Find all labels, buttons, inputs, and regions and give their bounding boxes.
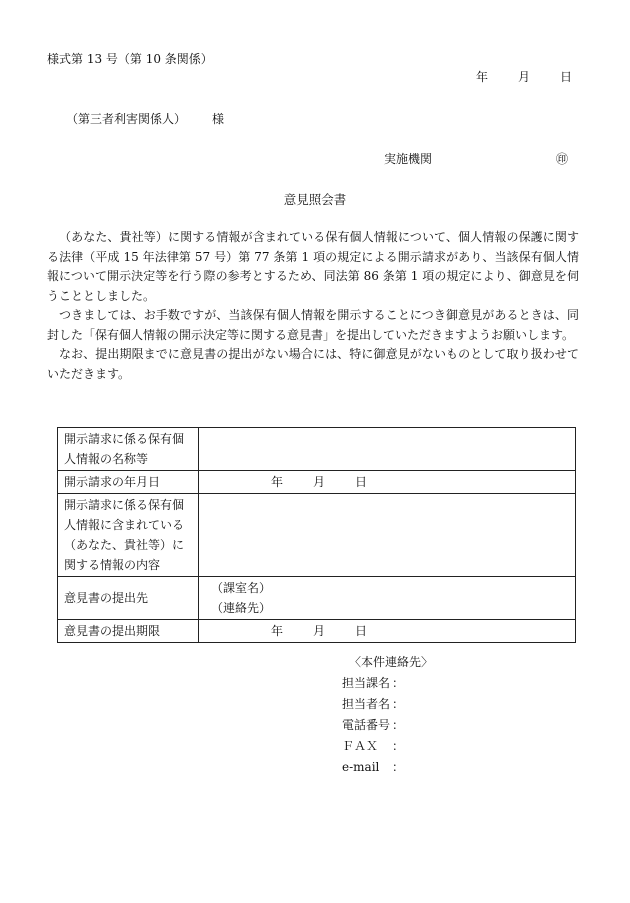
row-label: 開示請求に係る保有個人情報の名称等: [58, 428, 199, 471]
contact-heading: 〈本件連絡先〉: [349, 655, 434, 669]
info-table: [57, 427, 576, 643]
row-value: [199, 577, 576, 620]
contact-row: [342, 715, 433, 736]
table-row: [58, 620, 576, 643]
row-label: 開示請求の年月日: [58, 471, 199, 494]
paragraph: （あなた、貴社等）に関する情報が含まれている保有個人情報について、個人情報の保護に関する法律（平成 15 年法律第 57 号）第 77 条第 1 項の規定による開示請求があり、当該保有個人情報について開示決定等を行う際の参考とするため、同法第 86 条第 1 項の規定により、御意見を伺うこととしました。: [47, 230, 579, 303]
year-label: 年: [271, 624, 284, 638]
contact-row: [342, 673, 433, 694]
contact-row: [342, 757, 433, 778]
document-title: 意見照会書: [283, 192, 347, 207]
month-label: 月: [313, 475, 326, 489]
document-date: [476, 68, 572, 85]
contact-label: 担当者名: [342, 697, 391, 711]
date-year: 年: [476, 70, 489, 84]
contact-block: [342, 652, 433, 778]
row-value: [199, 471, 576, 494]
row-value: [199, 620, 576, 643]
form-number: 様式第 13 号（第 10 条関係）: [47, 52, 213, 66]
honorific: 様: [212, 112, 225, 126]
row-label: 意見書の提出期限: [58, 620, 199, 643]
contact-row: [342, 694, 433, 715]
contact-sep: ：: [392, 760, 405, 774]
contact-label: 担当課名: [342, 676, 391, 690]
date-month: 月: [518, 70, 531, 84]
seal-mark: ㊞: [556, 152, 569, 166]
row-value: [199, 494, 576, 577]
contact-sep: ：: [392, 676, 405, 690]
section-name: （課室名）: [211, 581, 272, 595]
addressee: [66, 110, 224, 127]
addressee-name: （第三者利害関係人）: [66, 112, 187, 126]
body-text: [47, 228, 579, 384]
contact-row: [342, 736, 433, 757]
contact-label: e-mail: [342, 760, 380, 774]
contact-info: （連絡先）: [211, 601, 272, 615]
contact-label: 電話番号: [342, 718, 391, 732]
month-label: 月: [313, 624, 326, 638]
row-label: 開示請求に係る保有個人情報に含まれている（あなた、貴社等）に関する情報の内容: [58, 494, 199, 577]
row-label: 意見書の提出先: [58, 577, 199, 620]
table-row: [58, 494, 576, 577]
date-day: 日: [560, 70, 573, 84]
contact-sep: ：: [392, 718, 405, 732]
contact-label: ＦＡＸ: [342, 739, 379, 753]
day-label: 日: [355, 624, 368, 638]
table-row: [58, 428, 576, 471]
day-label: 日: [355, 475, 368, 489]
year-label: 年: [271, 475, 284, 489]
organization: 実施機関: [384, 152, 433, 166]
contact-sep: ：: [392, 739, 405, 753]
table-row: [58, 471, 576, 494]
paragraph: なお、提出期限までに意見書の提出がない場合には、特に御意見がないものとして取り扱わせていただきます。: [47, 347, 579, 381]
paragraph: つきましては、お手数ですが、当該保有個人情報を開示することにつき御意見があるときは、同封した「保有個人情報の開示決定等に関する意見書」を提出していただきますようお願いします。: [47, 308, 579, 342]
row-value: [199, 428, 576, 471]
contact-sep: ：: [392, 697, 405, 711]
table-row: [58, 577, 576, 620]
